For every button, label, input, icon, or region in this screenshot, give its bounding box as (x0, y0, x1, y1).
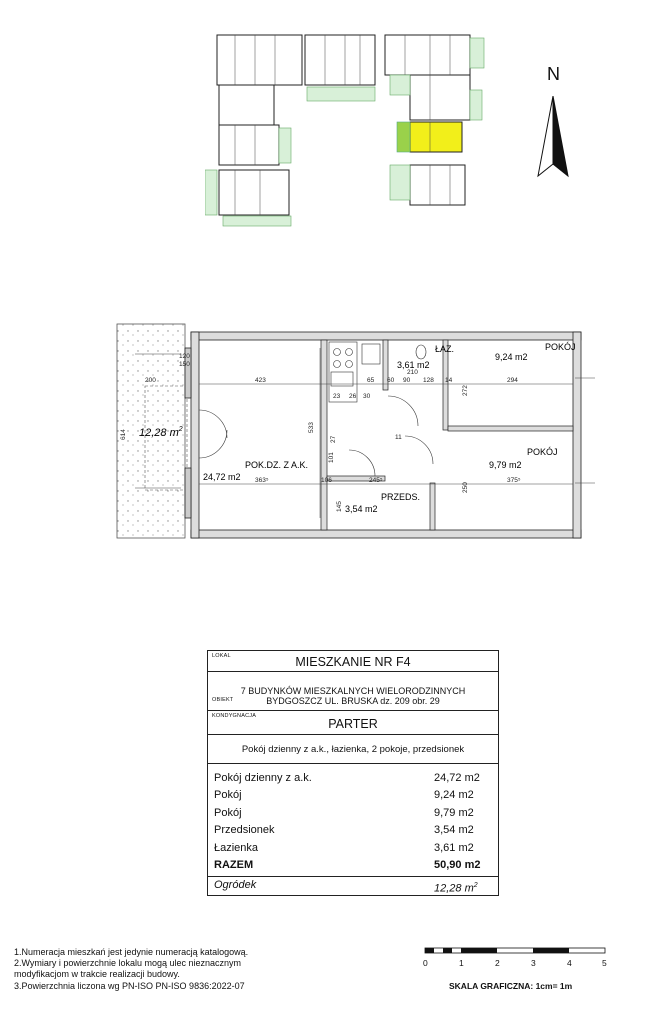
garden-area-label: 12,28 $m^2$ (139, 426, 183, 439)
scale-tick: 1 (459, 958, 464, 968)
room-label-bathroom: ŁAZ. (435, 344, 455, 354)
compass-label: N (547, 64, 560, 84)
note-line: 2.Wymiary i powierzchnie lokalu mogą ulec nieznacznym (14, 958, 242, 969)
dim: 128 (423, 377, 434, 384)
dim: 245⁵ (369, 477, 383, 484)
dim: 250 (462, 482, 469, 493)
note-line: 1.Numeracja mieszkań jest jedynie numeracją katalogową. (14, 947, 249, 957)
dim: 27 (330, 435, 337, 443)
room-label-room2: POKÓJ (527, 447, 558, 457)
dim: 11 (395, 434, 402, 441)
dim: 272 (462, 385, 469, 396)
dim: 30 (363, 393, 371, 400)
scale-tick: 3 (531, 958, 536, 968)
scale-tick: 5 (602, 958, 607, 968)
dim: 90 (403, 377, 411, 384)
dim: 375⁵ (507, 477, 521, 484)
area-row: Pokój dzienny z a.k. 24,72 m2 (214, 772, 480, 784)
kondygnacja-label: KONDYGNACJA (212, 713, 257, 719)
highlighted-apartment (410, 122, 462, 152)
scale-tick: 4 (567, 958, 572, 968)
note-line: modyfikacjom w trakcie realizacji budowy. (14, 969, 180, 980)
level-name: PARTER (328, 717, 378, 731)
note-line: 3.Powierzchnia liczona wg PN-ISO PN-ISO 9836:2022-07 (14, 980, 245, 991)
apartment-info-table (207, 650, 499, 896)
garden-row: Ogródek 12,28 $m^2$ (208, 876, 498, 894)
scale-tick: 2 (495, 958, 500, 968)
dim: 106 (321, 477, 332, 484)
dim: 14 (445, 377, 453, 384)
room-area-bathroom: 3,61 m2 (397, 360, 430, 370)
dim: 533 (308, 422, 315, 433)
dim: 150 (179, 361, 190, 368)
area-row: Łazienka 3,61 m2 (214, 841, 474, 854)
dim: 423 (255, 377, 266, 384)
dim: 614 (120, 429, 127, 440)
object-line-2: BYDGOSZCZ UL. BRUSKA dz. 209 obr. 29 (266, 696, 440, 706)
apartment-description: Pokój dzienny z a.k., łazienka, 2 pokoje, przedsionek (241, 744, 465, 755)
dim: 101 (328, 452, 335, 463)
dim: 200 (145, 377, 156, 384)
floor-plan (105, 318, 595, 548)
room-area-room1: 9,24 m2 (495, 352, 528, 362)
area-row: Przedsionek 3,54 m2 (214, 824, 474, 837)
dim: 294 (507, 377, 518, 384)
object-line-1: 7 BUDYNKÓW MIESZKALNYCH WIELORODZINNYCH (240, 686, 466, 696)
dim: 210 (407, 369, 418, 376)
room-area-room2: 9,79 m2 (489, 460, 522, 470)
dim: 26 (349, 393, 357, 400)
room-label-living: POK.DZ. Z A.K. (245, 460, 309, 470)
dim: 145 (336, 501, 343, 512)
scale-tick: 0 (423, 958, 428, 968)
notes (14, 947, 248, 992)
dim: 23 (333, 393, 341, 400)
room-label-hall: PRZEDS. (381, 492, 421, 502)
dim: 120 (179, 353, 190, 360)
site-plan (205, 30, 490, 230)
north-arrow-icon (533, 96, 573, 186)
area-row: Pokój 9,24 m2 (214, 789, 474, 802)
dim: 363⁵ (255, 477, 269, 484)
dim: 65 (367, 377, 375, 384)
obiekt-label: OBIEKT (212, 697, 234, 703)
area-row: Pokój 9,79 m2 (214, 806, 474, 819)
room-area-living: 24,72 m2 (203, 472, 241, 482)
room-area-hall: 3,54 m2 (345, 504, 378, 514)
total-row: RAZEM 50,90 m2 (214, 858, 481, 871)
scale-bar (420, 944, 620, 974)
apartment-title: MIESZKANIE NR F4 (295, 655, 411, 669)
lokal-label: LOKAL (212, 653, 231, 659)
dim: 60 (387, 377, 395, 384)
room-label-room1: POKÓJ (545, 342, 576, 352)
scale-label: SKALA GRAFICZNA: 1cm= 1m (449, 981, 573, 991)
